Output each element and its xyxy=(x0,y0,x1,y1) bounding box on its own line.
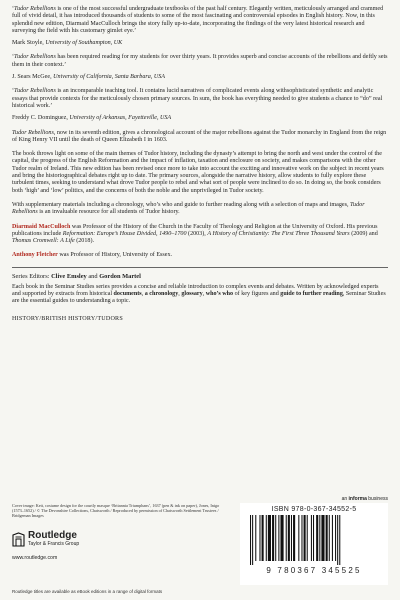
author-bio-macculloch: Diarmaid MacCulloch was Professor of the History of the Church in the Faculty of Theology and Religion at the University of Oxford. His previous publications include Reformation: Europe’s House Divided, 1490–1700 (2003), A History of Christianity: The First Three Thousand Years (2009) and Thomas Cromwell: A Life (2018). xyxy=(12,223,378,245)
publisher-group: Taylor & Francis Group xyxy=(28,541,80,547)
barcode-bar xyxy=(307,515,308,561)
cover-image-credit: Cover image: Kett, costume design for the courtly masque ‘Britannia Triumphans’, 1637 (pen & ink on paper), Jones, Inigo (1573–1652) / © The Devonshire Collections, Chatsworth / Reproduced by permission of Chatsworth Settlement Trustees / Bridgeman Images xyxy=(12,503,220,518)
barcode-bar xyxy=(313,515,314,561)
book-description-body: The book throws light on some of the main themes of Tudor history, including the dynasty’s attempt to bring the north and west under the control of the capital, the progress of the English Reformation and the impact of inflation, taxation and enclosure on society, and makes comparisons with the other Tudor realm of Ireland. This new edition has been revised once more to take into account the exciting and innovative work on the subject in recent years and bring the historiographical debates right up to date. The primary sources, alongside the narrative history, allow students to fully explore these turbulent times, seeking to understand what drove Tudor people to rebel and what sort of people were inclined to do so. In doing so, the book considers both ‘high’ and ‘low’ politics, and the concerns of both the noble and the unprivileged in Tudor society. xyxy=(12,151,384,194)
series-editors: Series Editors: Clive Emsley and Gordon Martel xyxy=(12,272,141,280)
barcode-bar xyxy=(321,515,324,561)
quote-text: is one of the most successful undergraduate textbooks of the past half century. Elegantly written, meticulously arranged and crammed full of vivid detail, it has introduced thousands of students to some of the most fascinating and controversial episodes in English history. Now, in this splendid new edition, Diarmaid MacCulloch brings the story fully up-to-date, incorporating the findings of the very latest historical research and surveying the field with his customary gimlet eye.’ xyxy=(12,6,384,34)
barcode-bars xyxy=(248,515,380,565)
imprint-label: an informa business xyxy=(341,496,388,502)
barcode-bar xyxy=(259,515,260,561)
barcode-bar xyxy=(268,515,271,561)
barcode-bar xyxy=(316,515,318,561)
barcode-bar xyxy=(298,515,299,561)
divider xyxy=(12,267,388,268)
quote-attribution-affiliation: University of Arkansas, Fayetteville, USA xyxy=(69,115,172,122)
quote-attribution-name: Freddy C. Dominguez, xyxy=(12,115,70,122)
book-description-supplementary: With supplementary materials including a chronology, who’s who and guide to further reading along with a selection of maps and images, Tudor Rebellions is an invaluable resource for all students of Tudor history. xyxy=(12,201,365,216)
barcode-bar xyxy=(275,515,276,561)
barcode-bar xyxy=(332,515,333,561)
publisher-website: www.routledge.com xyxy=(12,555,58,561)
barcode-bar xyxy=(250,515,251,565)
barcode-bar xyxy=(291,515,292,561)
barcode-bar xyxy=(255,515,256,561)
barcode-bar xyxy=(329,515,330,561)
barcode-bar xyxy=(337,515,338,565)
barcode-bar xyxy=(335,515,336,561)
series-description: Each book in the Seminar Studies series provides a concise and reliable introduction to complex events and debates. Written by acknowledged experts and supported by extracts from historical documents, a chronology, glossary, who’s who of key figures and guide to further reading, Seminar Studies are the essential guides to understanding a topic. xyxy=(12,283,386,305)
review-quote-3: ‘Tudor Rebellions is an incomparable teaching tool. It contains lucid narratives of complicated events along withsophisticated synthetic and analytic essays that provide contexts for the meticulously chosen primary sources. In sum, the book has everything needed to give students a chance to “do” real historical work.’ Freddy C. Dominguez, University of Arkansas, Fayetteville, USA xyxy=(12,88,383,122)
barcode-bar xyxy=(278,515,279,561)
barcode-bar xyxy=(288,515,290,561)
barcode-bar xyxy=(272,515,274,561)
barcode-bar xyxy=(304,515,306,561)
barcode-bar xyxy=(252,515,253,565)
author-name: Anthony Fletcher xyxy=(12,252,58,259)
barcode-bar xyxy=(319,515,320,561)
book-title-italic: Tudor Rebellions xyxy=(14,6,56,12)
publisher-logo xyxy=(12,531,79,547)
barcode-bar xyxy=(326,515,328,561)
ebook-note: Routledge titles are available as eBook editions in a range of digital formats xyxy=(12,589,163,594)
quote-text: is an incomparable teaching tool. It contains lucid narratives of complicated events along withsophisticated synthetic and analytic essays that provide contexts for the meticulously chosen primary sources. In sum, the book has everything needed to give students a chance to “do” real historical work.’ xyxy=(12,88,383,109)
barcode-bar xyxy=(311,515,312,561)
subject-category: HISTORY/BRITISH HISTORY/TUDORS xyxy=(12,315,123,322)
barcode-bar xyxy=(280,515,283,561)
barcode-bar xyxy=(293,515,295,561)
quote-attribution-affiliation: University of Southampton, UK xyxy=(45,40,123,47)
barcode-digits: 9 780367 345525 xyxy=(266,566,362,575)
book-title-italic: Tudor Rebellions xyxy=(12,201,365,216)
barcode-bar xyxy=(301,515,302,561)
book-description-intro: Tudor Rebellions, now in its seventh edition, gives a chronological account of the major rebellions against the Tudor monarchy in England from the reign of King Henry VII until the death of Queen Elizabeth I in 1603. xyxy=(12,129,387,143)
barcode-bar xyxy=(262,515,264,561)
review-quote-1: ‘Tudor Rebellions is one of the most successful undergraduate textbooks of the past half century. Elegantly written, meticulously arranged and crammed full of vivid detail, it has introduced thousands of students to some of the most fascinating and controversial episodes in English history. Now, in this splendid new edition, Diarmaid MacCulloch brings the story fully up-to-date, incorporating the findings of the very latest historical research and surveying the field with his customary gimlet eye.’ Mark Stoyle, University of Southampton, UK xyxy=(12,6,384,47)
book-title-italic: Tudor Rebellions xyxy=(12,129,54,136)
author-bio-fletcher: Anthony Fletcher was Professor of History, University of Essex. xyxy=(12,252,173,259)
publisher-name: Routledge xyxy=(28,530,77,541)
book-title-italic: Tudor Rebellions xyxy=(14,88,56,95)
routledge-logo-icon xyxy=(12,532,25,547)
isbn-label: ISBN 978-0-367-34552-5 xyxy=(271,506,357,513)
barcode-bar xyxy=(286,515,287,561)
quote-attribution-affiliation: University of California, Santa Barbara, USA xyxy=(53,74,166,81)
book-title-italic: Tudor Rebellions xyxy=(14,54,56,61)
review-quote-2: ‘Tudor Rebellions has been required reading for my students for over thirty years. It provides superb and concise accounts of the rebellions and deftly sets them in their context.’ J. Sears McGee, University of California, Santa Barbara, USA xyxy=(12,54,388,81)
barcode-bar xyxy=(266,515,267,561)
barcode-bar xyxy=(339,515,340,565)
barcode-box xyxy=(240,503,388,585)
quote-attribution-name: J. Sears McGee, xyxy=(12,74,54,81)
author-name: Diarmaid MacCulloch xyxy=(12,223,71,230)
quote-attribution-name: Mark Stoyle, xyxy=(12,40,46,47)
quote-text: has been required reading for my students for over thirty years. It provides superb and concise accounts of the rebellions and deftly sets them in their context.’ xyxy=(12,54,388,68)
